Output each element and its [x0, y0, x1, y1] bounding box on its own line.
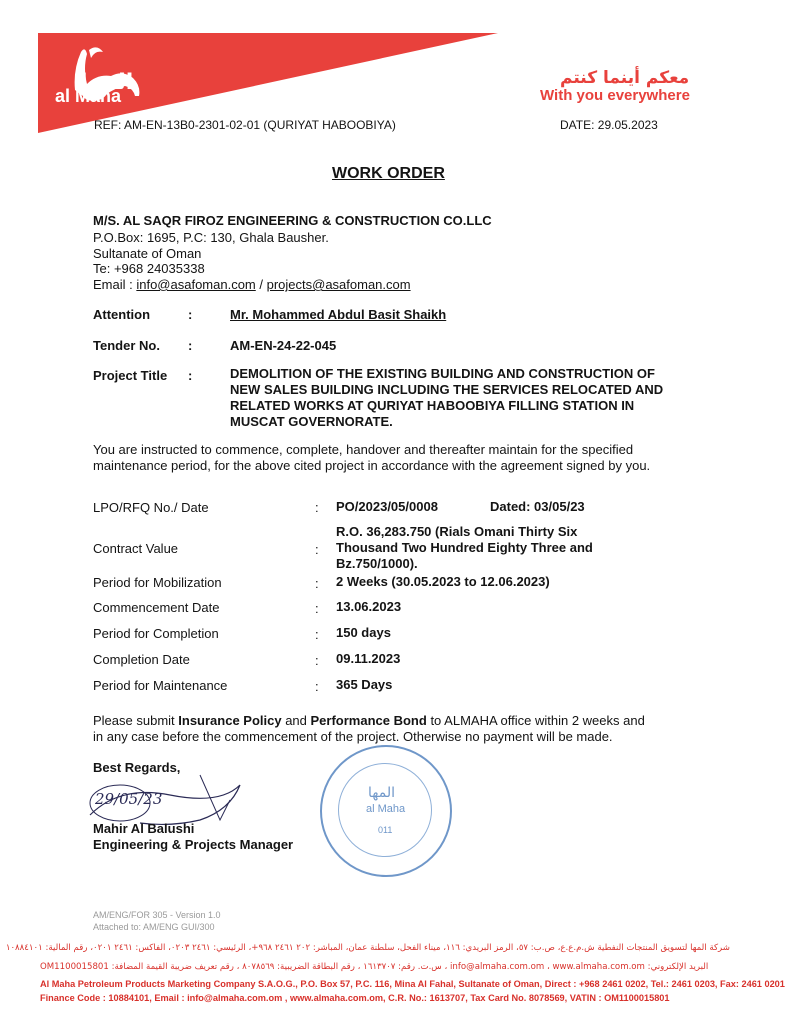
maintenance-colon: : [315, 679, 319, 694]
best-regards: Best Regards, [93, 760, 181, 775]
email-link-info[interactable]: info@asafoman.com [136, 277, 256, 292]
commencement-colon: : [315, 601, 319, 616]
document-date: DATE: 29.05.2023 [560, 118, 658, 132]
footer-arabic-line-1: شركة المها لتسويق المنتجات النفطية ش.م.ع.ع، ص.ب: ٥٧، الرمز البريدي: ١١٦، ميناء الفحل، سلطنة عمان، المباشر: ٢٠٢ ٢٤٦١ ٩٦٨+، الرئيسي: ٢٤٦١ ٠٢٠٣، الفاكس: ٢٤٦١ ٠٢٠١، رقم المالية: ١٠٨٨٤١٠١ [5, 943, 730, 953]
signatory-name: Mahir Al Balushi [93, 821, 195, 836]
notice-line-2: in any case before the commencement of the project. Otherwise no payment will be made. [93, 729, 613, 744]
maintenance-value: 365 Days [336, 677, 393, 692]
project-title-line-2: NEW SALES BUILDING INCLUDING THE SERVICES RELOCATED AND [230, 382, 664, 397]
attention-value: Mr. Mohammed Abdul Basit Shaikh [230, 307, 447, 322]
footer-arabic-line-2: البريد الإلكتروني: info@almaha.com.om ، www.almaha.com.om ، س.ت. رقم: ١٦١٣٧٠٧ ، رقم البطاقة الضريبية: ٨٠٧٨٥٦٩ ، رقم تعريف ضريبة القيمة المضافة: OM1100015801 [40, 962, 709, 972]
recipient-company: M/S. AL SAQR FIROZ ENGINEERING & CONSTRUCTION CO.LLC [93, 213, 492, 228]
lpo-colon: : [315, 500, 319, 515]
tender-label: Tender No. [93, 338, 160, 353]
notice-text-3: to ALMAHA office within 2 weeks and [426, 713, 645, 728]
handwritten-date: 29/05/23 [95, 790, 163, 808]
project-title-colon: : [188, 368, 193, 383]
tender-colon: : [188, 338, 193, 353]
instruction-line-2: maintenance period, for the above cited project in accordance with the agreement signed by you. [93, 458, 651, 473]
maintenance-label: Period for Maintenance [93, 678, 228, 693]
footer-english-line-2: Finance Code : 10884101, Email : info@almaha.com.om , www.almaha.com.om, C.R. No.: 1613707, Tax Card No. 8078569, VATIN : OM1100015801 [40, 993, 670, 1003]
notice-text-2: and [281, 713, 311, 728]
lpo-label: LPO/RFQ No./ Date [93, 500, 209, 515]
logo-arabic-text: المها [80, 70, 134, 95]
stamp-latin: al Maha [366, 803, 406, 815]
lpo-dated: Dated: 03/05/23 [490, 499, 585, 514]
email-separator: / [255, 277, 267, 292]
notice-performance-bond: Performance Bond [310, 713, 427, 728]
recipient-tel: Te: +968 24035338 [93, 261, 205, 276]
completion-date-label: Completion Date [93, 652, 190, 667]
commencement-value: 13.06.2023 [336, 599, 402, 614]
contract-value-colon: : [315, 542, 319, 557]
lpo-value: PO/2023/05/0008 [336, 499, 438, 514]
logo-latin-text: al Maha [55, 86, 122, 106]
contract-value-line-3: Bz.750/1000). [336, 556, 418, 571]
email-link-projects[interactable]: projects@asafoman.com [266, 277, 411, 292]
commencement-label: Commencement Date [93, 600, 220, 615]
project-title-line-3: RELATED WORKS AT QURIYAT HABOOBIYA FILLING STATION IN [230, 398, 635, 413]
mobilization-value: 2 Weeks (30.05.2023 to 12.06.2023) [336, 574, 550, 589]
completion-date-value: 09.11.2023 [336, 651, 401, 666]
form-ref-line-1: AM/ENG/FOR 305 - Version 1.0 [93, 910, 221, 920]
notice-line-1 [93, 713, 645, 728]
contract-value-line-1: R.O. 36,283.750 (Rials Omani Thirty Six [336, 524, 578, 539]
tender-value: AM-EN-24-22-045 [230, 338, 337, 353]
project-title-line-1: DEMOLITION OF THE EXISTING BUILDING AND CONSTRUCTION OF [230, 366, 655, 381]
notice-insurance-policy: Insurance Policy [178, 713, 282, 728]
completion-period-value: 150 days [336, 625, 391, 640]
stamp-arabic: المها [368, 785, 395, 801]
signatory-position: Engineering & Projects Manager [93, 837, 294, 852]
attention-label: Attention [93, 307, 151, 322]
page-title: WORK ORDER [332, 165, 445, 182]
completion-period-label: Period for Completion [93, 626, 219, 641]
company-stamp [320, 745, 452, 877]
form-ref-line-2: Attached to: AM/ENG GUI/300 [93, 922, 215, 932]
recipient-address-1: P.O.Box: 1695, P.C: 130, Ghala Bausher. [93, 230, 329, 245]
project-title-line-4: MUSCAT GOVERNORATE. [230, 414, 393, 429]
contract-value-label: Contract Value [93, 541, 179, 556]
recipient-email [93, 277, 411, 292]
slogan-english: With you everywhere [540, 87, 690, 104]
reference-number: REF: AM-EN-13B0-2301-02-01 (QURIYAT HABOOBIYA) [94, 118, 396, 132]
stamp-number: 011 [378, 825, 393, 835]
instruction-line-1: You are instructed to commence, complete, handover and thereafter maintain for the specified [93, 442, 634, 457]
project-title-label: Project Title [93, 368, 168, 383]
recipient-address-2: Sultanate of Oman [93, 246, 202, 261]
completion-date-colon: : [315, 653, 319, 668]
slogan-arabic: معكم أينما كنتم [560, 68, 690, 88]
footer-english-line-1: Al Maha Petroleum Products Marketing Company S.A.O.G., P.O. Box 57, P.C. 116, Mina Al Fahal, Sultanate of Oman, Direct : +968 2461 0202, Tel.: 2461 0203, Fax: 2461 0201 [40, 979, 785, 989]
contract-value-line-2: Thousand Two Hundred Eighty Three and [336, 540, 593, 555]
email-prefix: Email : [93, 277, 137, 292]
mobilization-colon: : [315, 576, 319, 591]
notice-text-1: Please submit [93, 713, 179, 728]
attention-colon: : [188, 307, 193, 322]
mobilization-label: Period for Mobilization [93, 575, 222, 590]
completion-period-colon: : [315, 627, 319, 642]
